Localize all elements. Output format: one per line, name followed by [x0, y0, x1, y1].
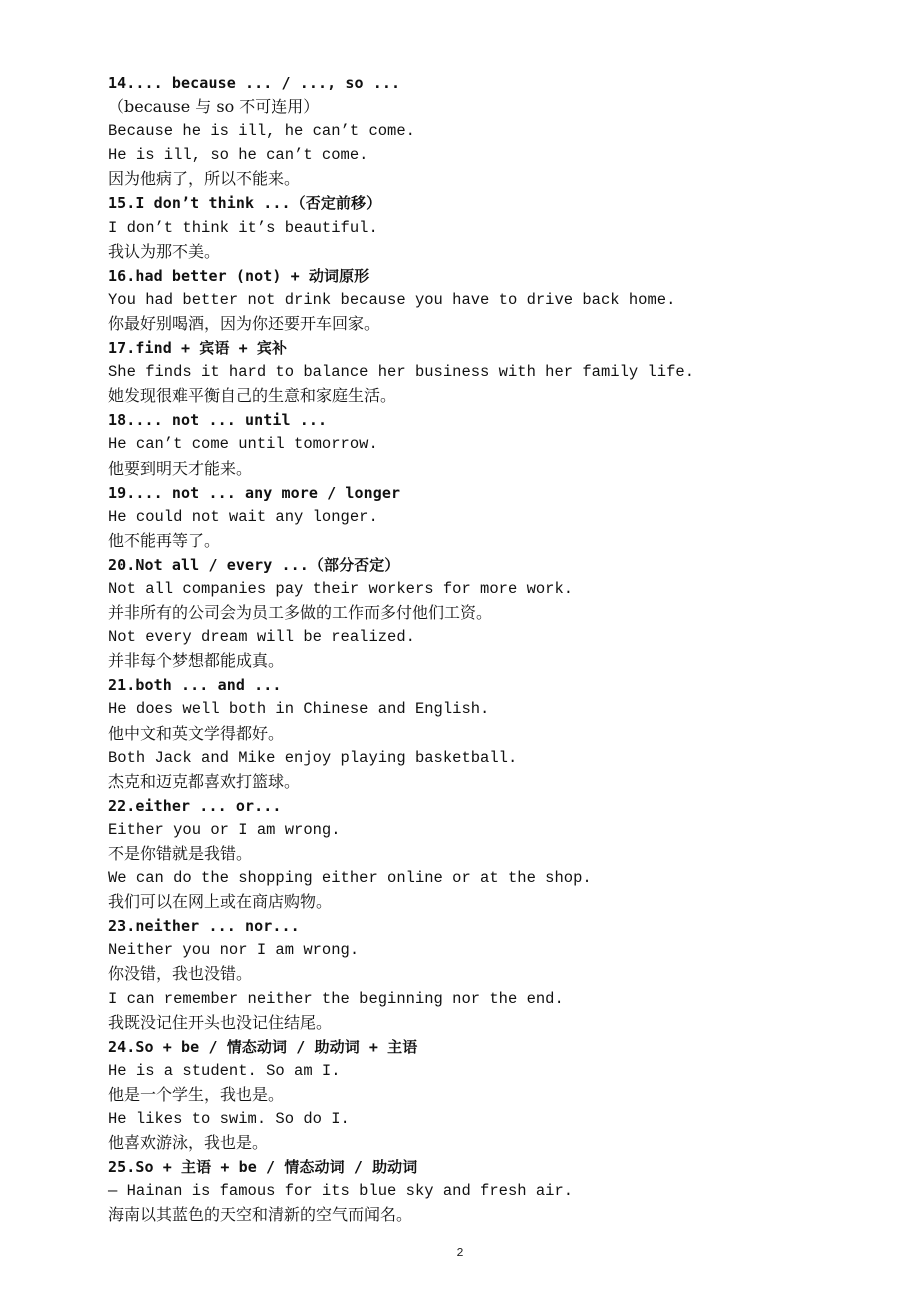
english-example: — Hainan is famous for its blue sky and fresh air.: [108, 1182, 574, 1201]
english-example: You had better not drink because you have to drive back home.: [108, 290, 676, 309]
section-heading: 21.both ... and ...: [108, 676, 282, 695]
chinese-translation: 她发现很难平衡自己的生意和家庭生活。: [108, 386, 397, 406]
chinese-translation: 不是你错就是我错。: [108, 844, 253, 863]
english-example: He could not wait any longer.: [108, 507, 378, 526]
section-heading: 22.either ... or...: [108, 796, 282, 815]
english-example: Not every dream will be realized.: [108, 628, 415, 647]
english-example: She finds it hard to balance her business with her family life.: [108, 363, 694, 382]
section-heading: 14.... because ... / ..., so ...: [108, 74, 401, 92]
page-number: 2: [456, 1246, 464, 1260]
english-example: Because he is ill, he can’t come.: [108, 122, 415, 141]
english-example: He does well both in Chinese and English.: [108, 700, 490, 719]
english-example: He is ill, so he can’t come.: [108, 146, 369, 165]
english-example: He is a student. So am I.: [108, 1061, 341, 1080]
english-example: I can remember neither the beginning nor the end.: [108, 989, 564, 1008]
chinese-translation: 你最好别喝酒，因为你还要开车回家。: [108, 313, 381, 333]
section-heading: 20.Not all / every ...（部分否定）: [108, 555, 400, 574]
chinese-translation: 你没错，我也没错。: [108, 964, 253, 984]
chinese-translation: 他是一个学生，我也是。: [108, 1084, 285, 1104]
chinese-translation: 他中文和英文学得都好。: [108, 723, 285, 743]
english-example: Neither you nor I am wrong.: [108, 941, 360, 960]
english-example: Either you or I am wrong.: [108, 820, 341, 839]
english-example: He likes to swim. So do I.: [108, 1110, 350, 1129]
english-example: He can’t come until tomorrow.: [108, 435, 378, 454]
section-heading: 18.... not ... until ...: [108, 411, 328, 430]
section-heading: 15.I don’t think ...（否定前移）: [108, 194, 382, 213]
chinese-translation: 杰克和迈克都喜欢打篮球。: [108, 771, 301, 791]
document-body: [108, 71, 888, 1228]
english-example: We can do the shopping either online or at the shop.: [108, 869, 592, 888]
chinese-translation: 我认为那不美。: [108, 241, 221, 261]
english-example: Both Jack and Mike enjoy playing basketball.: [108, 748, 518, 767]
section-heading: 17.find + 宾语 + 宾补: [108, 339, 288, 358]
chinese-translation: 因为他病了，所以不能来。: [108, 169, 301, 189]
chinese-translation: 他喜欢游泳，我也是。: [108, 1133, 269, 1153]
english-example: Not all companies pay their workers for more work.: [108, 579, 574, 598]
chinese-translation: 海南以其蓝色的天空和清新的空气而闻名。: [108, 1205, 413, 1225]
chinese-translation: 并非每个梦想都能成真。: [108, 651, 285, 671]
chinese-translation: 我既没记住开头也没记住结尾。: [108, 1012, 333, 1032]
section-heading: 25.So + 主语 + be / 情态动词 / 助动词: [108, 1158, 418, 1177]
section-heading: 19.... not ... any more / longer: [108, 483, 401, 502]
section-heading: 16.had better (not) + 动词原形: [108, 266, 370, 285]
chinese-translation: 他不能再等了。: [108, 530, 221, 550]
chinese-translation: 他要到明天才能来。: [108, 458, 253, 478]
section-heading: 23.neither ... nor...: [108, 917, 300, 936]
english-example: I don’t think it’s beautiful.: [108, 218, 378, 237]
section-heading: 24.So + be / 情态动词 / 助动词 + 主语: [108, 1037, 418, 1056]
chinese-translation: 我们可以在网上或在商店购物。: [108, 892, 333, 912]
chinese-translation: （because 与 so 不可连用）: [108, 97, 320, 117]
chinese-translation: 并非所有的公司会为员工多做的工作而多付他们工资。: [108, 603, 493, 623]
